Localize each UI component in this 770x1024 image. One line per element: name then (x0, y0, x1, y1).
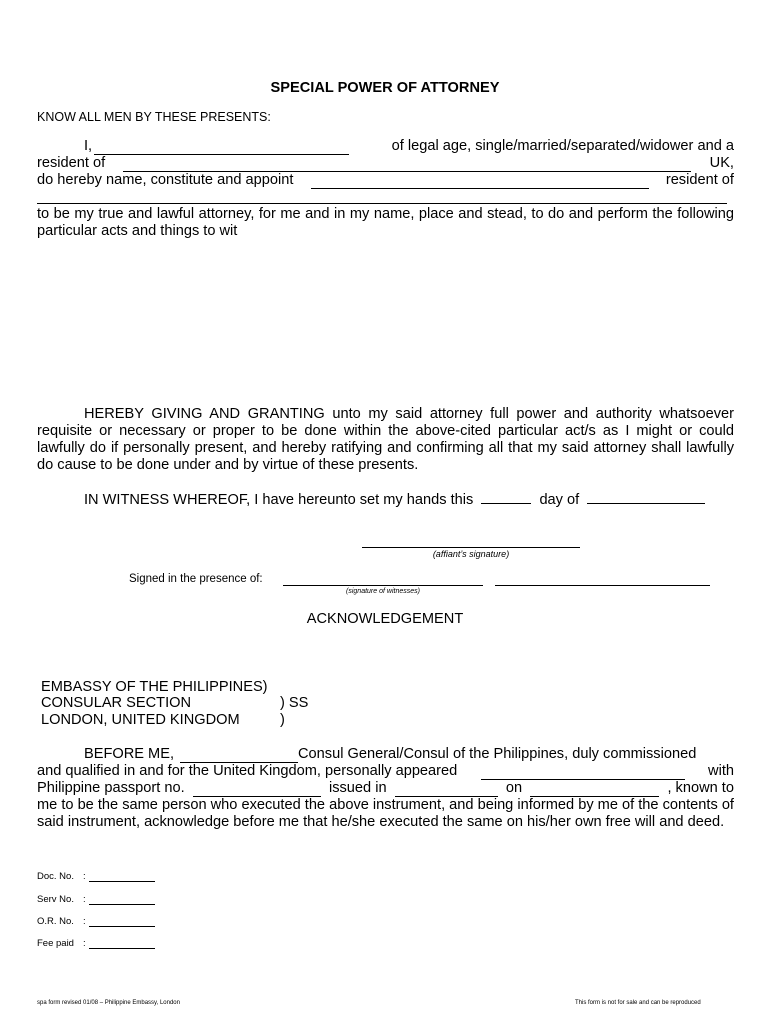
venue-line-1: EMBASSY OF THE PHILIPPINES) (41, 679, 268, 695)
witness-2-signature-line[interactable] (495, 585, 710, 586)
uk-label: UK, (709, 155, 734, 171)
preamble: KNOW ALL MEN BY THESE PRESENTS: (37, 110, 271, 124)
before-me-rest: me to be the same person who executed the above instrument, and being informed by me of the contents of said instrument, acknowledge before me that he/she executed the same on his/her own free will and deed. (37, 797, 734, 830)
witness-1-signature-line[interactable] (283, 585, 483, 586)
venue-line-3: LONDON, UNITED KINGDOM (41, 712, 240, 728)
appointment-paragraph: to be my true and lawful attorney, for me and in my name, place and stead, to do and perform the following particular acts and things to wit (37, 206, 734, 239)
doc-no-colon: : (83, 871, 86, 882)
principal-line-2 (37, 155, 734, 172)
day-field[interactable] (481, 491, 531, 504)
venue-ss: ) SS (280, 695, 309, 711)
before-me-line-1 (37, 746, 734, 763)
legal-age-text: of legal age, single/married/separated/widower and a (391, 138, 734, 154)
before-me-paragraph (37, 746, 734, 831)
appeared-name-field[interactable] (481, 767, 685, 780)
venue-paren: ) (280, 712, 285, 728)
or-no-field[interactable] (89, 916, 155, 927)
doc-no-label: Doc. No. (37, 871, 74, 882)
before-me-label: BEFORE ME, (84, 746, 175, 762)
witness-text: IN WITNESS WHEREOF, I have hereunto set my hands this (84, 492, 474, 508)
i-prefix: I, (84, 138, 93, 154)
witness-line (84, 491, 705, 508)
principal-line-1 (37, 138, 734, 155)
passport-label: Philippine passport no. (37, 780, 185, 796)
before-me-line-2 (37, 763, 734, 780)
or-no-colon: : (83, 916, 86, 927)
affiant-signature-line[interactable] (362, 547, 580, 548)
attorney-residence-field[interactable] (37, 203, 727, 204)
with-label: with (708, 763, 734, 779)
consul-text: Consul General/Consul of the Philippines, duly commissioned (298, 746, 697, 762)
on-label: on (505, 780, 523, 796)
consul-name-field[interactable] (180, 750, 298, 763)
day-of-label: day of (539, 492, 580, 508)
principal-line-3 (37, 172, 734, 189)
principal-paragraph (37, 138, 734, 189)
witnesses-caption: (signature of witnesses) (346, 588, 420, 595)
serv-no-row (37, 894, 86, 905)
month-year-field[interactable] (587, 491, 705, 504)
doc-no-row (37, 871, 86, 882)
before-me-line-3 (37, 780, 734, 797)
doc-no-field[interactable] (89, 871, 155, 882)
signed-presence-label: Signed in the presence of: (129, 573, 263, 585)
page-title: SPECIAL POWER OF ATTORNEY (270, 80, 500, 96)
fee-paid-row (37, 938, 86, 949)
footer-left: spa form revised 01/08 – Philippine Embassy, London (37, 1000, 180, 1006)
issued-in-label: issued in (328, 780, 387, 796)
acknowledgement-title: ACKNOWLEDGEMENT (306, 611, 464, 627)
fee-paid-label: Fee paid (37, 938, 74, 949)
issued-place-field[interactable] (395, 784, 498, 797)
passport-number-field[interactable] (193, 784, 321, 797)
residence-field[interactable] (123, 159, 691, 172)
principal-name-field[interactable] (94, 142, 349, 155)
grant-paragraph: HEREBY GIVING AND GRANTING unto my said attorney full power and authority whatsoever requisite or necessary or proper to be done within the above-cited particular act/s as I might or could lawfully do if personally present, and hereby ratifying and confirming all that my said attorney shall lawfully do cause to be done under and by virtue of these presents. (37, 406, 734, 473)
resident-of-label: resident of (37, 155, 106, 171)
serv-no-label: Serv No. (37, 894, 74, 905)
fee-paid-field[interactable] (89, 938, 155, 949)
qualified-text: and qualified in and for the United Kingdom, personally appeared (37, 763, 458, 779)
venue-line-2: CONSULAR SECTION (41, 695, 192, 711)
attorney-name-field[interactable] (311, 176, 649, 189)
or-no-row (37, 916, 86, 927)
footer-right: This form is not for sale and can be reproduced (575, 1000, 701, 1006)
serv-no-field[interactable] (89, 894, 155, 905)
or-no-label: O.R. No. (37, 916, 74, 927)
resident-of-label-2: resident of (665, 172, 734, 188)
serv-no-colon: : (83, 894, 86, 905)
issued-date-field[interactable] (530, 784, 659, 797)
fee-paid-colon: : (83, 938, 86, 949)
appoint-text: do hereby name, constitute and appoint (37, 172, 294, 188)
known-to-label: , known to (667, 780, 734, 796)
affiant-caption: (affiant’s signature) (432, 549, 510, 559)
